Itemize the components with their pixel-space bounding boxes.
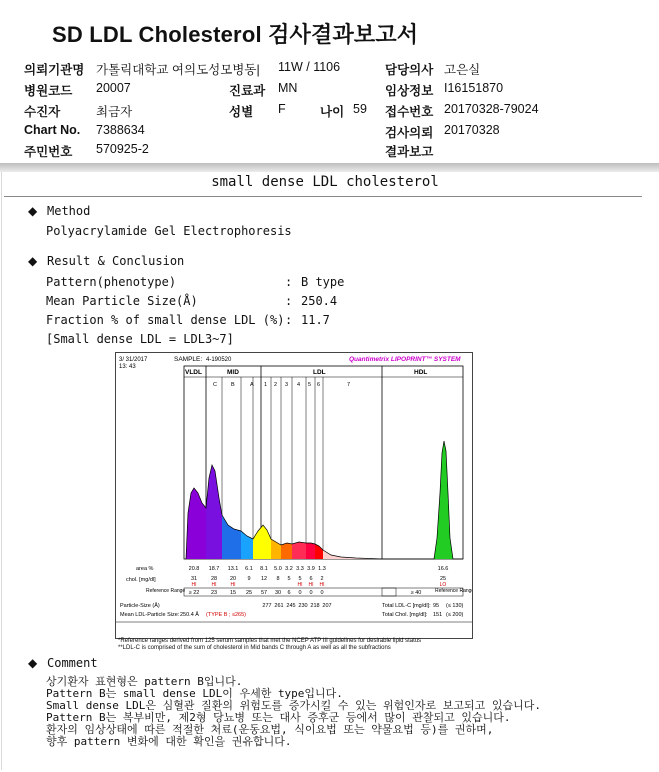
ref-range-label-right: Reference Range (435, 588, 472, 594)
curve-mid-c (206, 465, 222, 559)
comment-line: 상기환자 표현형은 pattern B입니다. (46, 675, 243, 688)
ps-val: 277 (262, 603, 272, 609)
result-colon: : (285, 294, 293, 308)
band-labels (213, 382, 350, 388)
curve-ldl4 (292, 542, 306, 559)
hi-flag: HI (308, 582, 314, 588)
ref-val: 25 (245, 590, 253, 596)
area-val: 5.0 (274, 566, 282, 572)
area-val: 18.7 (208, 566, 220, 572)
chart-time: 13: 43 (119, 364, 136, 370)
lipoprint-chart-svg (116, 353, 472, 638)
result-value-fraction: 11.7 (301, 313, 330, 327)
result-heading: Result & Conclusion (47, 254, 185, 268)
value-hospital-code: 20007 (96, 81, 131, 95)
chol-val: 31 (190, 576, 198, 582)
area-val: 1.3 (318, 566, 326, 572)
area-val: 3.3 (296, 566, 304, 572)
report-header (0, 0, 659, 163)
total-ldl-ref: (≤ 130) (446, 603, 464, 609)
label-resident-no: 주민번호 (24, 145, 73, 159)
area-val: 3.2 (285, 566, 293, 572)
result-note: [Small dense LDL = LDL3~7] (46, 332, 234, 346)
band-label-4: 4 (297, 382, 301, 388)
comment-line: 향후 pattern 변화에 대한 확인을 권유합니다. (46, 735, 292, 748)
ref-val: ≥ 22 (188, 590, 200, 596)
comment-heading: Comment (47, 656, 98, 670)
label-chart-no: Chart No. (24, 123, 81, 137)
result-colon: : (285, 275, 293, 289)
area-val-hdl: 16.6 (437, 566, 449, 572)
band-label-a: A (250, 382, 254, 388)
value-resident-no: 570925-2 (96, 142, 149, 156)
chart-date: 3/ 31/2017 (119, 357, 148, 363)
label-patient: 수진자 (24, 105, 61, 119)
band-label-1: 1 (264, 382, 268, 388)
label-doctor: 담당의사 (385, 63, 434, 77)
result-label-fraction: Fraction % of small dense LDL (%) (46, 313, 285, 327)
ref-val: 0 (320, 590, 324, 596)
curve-ldl5 (306, 543, 315, 559)
label-department: 진료과 (229, 84, 266, 98)
mean-size-value: 250.4 Å (180, 612, 199, 618)
region-hdl: HDL (414, 369, 428, 376)
curve-mid-a (241, 531, 253, 559)
label-sex: 성별 (229, 105, 254, 119)
result-label-pattern: Pattern(phenotype) (46, 275, 177, 289)
row-chol-label: chol. [mg/dl] (126, 577, 156, 583)
result-value-size: 250.4 (301, 294, 338, 308)
report-title: SD LDL Cholesterol 검사결과보고서 (52, 22, 419, 47)
region-mid: MID (227, 369, 239, 376)
hi-flag: HI (297, 582, 303, 588)
section-title: small dense LDL cholesterol (211, 174, 439, 190)
hi-flag: HI (211, 582, 217, 588)
band-label-3: 3 (285, 382, 289, 388)
diamond-bullet-icon: ◆ (28, 254, 38, 268)
value-request-date: 20170328 (444, 123, 500, 137)
curve-ldl3 (281, 543, 292, 559)
chol-val-hdl: 25 (439, 576, 447, 582)
header-divider (0, 163, 659, 172)
curve-fills (186, 441, 453, 559)
value-clinical-info: I16151870 (444, 81, 504, 95)
area-val: 3.9 (307, 566, 315, 572)
chol-val: 20 (229, 576, 237, 582)
label-clinical-info: 임상정보 (385, 84, 434, 98)
area-val: 20.8 (188, 566, 200, 572)
ps-val: 207 (322, 603, 332, 609)
total-chol-value: 151 (433, 612, 443, 618)
chart-sample-label: SAMPLE: (174, 356, 203, 363)
total-ldl-label: Total LDL-C [mg/dl]: (382, 603, 431, 609)
area-values (189, 566, 449, 588)
value-institution: 가톨릭대학교 여의도성모병동| (96, 63, 260, 77)
result-label-size: Mean Particle Size(Å) (46, 294, 198, 308)
total-chol-ref: (≤ 200) (446, 612, 464, 618)
value-doctor: 고은실 (444, 63, 481, 77)
diamond-bullet-icon: ◆ (28, 204, 38, 218)
comment-line: 환자의 임상상태에 따른 적절한 처료(운동요법, 식이요법 또는 약물요법 등)를 권하며, (46, 723, 494, 736)
value-ward: 11W / 1106 (278, 60, 341, 74)
band-label-7: 7 (347, 382, 351, 388)
region-vldl: VLDL (185, 369, 202, 376)
band-label-2: 2 (274, 382, 278, 388)
ref-val: 0 (298, 590, 302, 596)
label-receipt-no: 접수번호 (385, 105, 434, 119)
curve-ldl1 (253, 525, 271, 559)
chart-footnote-1: *Reference ranges derived from 125 serum samples that met the NCEP ATP III guidelines for desirable lipid status (118, 638, 422, 644)
label-institution: 의뢰기관명 (24, 63, 85, 77)
ref-val-hdl: ≥ 40 (410, 590, 422, 596)
value-receipt-no: 20170328-79024 (444, 102, 539, 116)
comment-line: Pattern B는 small dense LDL이 우세한 type입니다. (46, 687, 343, 700)
ref-val: 0 (309, 590, 313, 596)
label-request-date: 검사의뢰 (385, 126, 434, 140)
chol-val: 5 (287, 576, 291, 582)
label-result-report: 결과보고 (385, 145, 434, 159)
ref-val: 23 (210, 590, 218, 596)
ref-val: 15 (229, 590, 237, 596)
header-row-1 (24, 60, 84, 78)
chol-val: 5 (298, 576, 302, 582)
comment-line: Small dense LDL은 심혈관 질환의 위험도를 증가시킬 수 있는 위험인자로 보고되고 있습니다. (46, 699, 541, 712)
particle-size-values (262, 603, 331, 609)
value-sex: F (278, 102, 286, 116)
mean-size-label: Mean LDL-Particle Size: (120, 612, 180, 618)
chart-sample-id: 4-190520 (206, 357, 232, 363)
ps-val: 218 (310, 603, 320, 609)
curve-mid-b (222, 515, 241, 559)
total-chol-label: Total Chol. [mg/dl]: (382, 612, 428, 618)
area-val: 8.1 (260, 566, 268, 572)
mean-size-type: (TYPE B ; ≤265) (206, 612, 247, 618)
value-age: 59 (353, 102, 367, 116)
chol-val: 8 (276, 576, 280, 582)
band-label-6: 6 (317, 382, 321, 388)
chol-val: 12 (260, 576, 268, 582)
particle-size-label: Particle-Size (Å) (120, 603, 160, 609)
result-colon: : (285, 313, 293, 327)
hi-flag: HI (191, 582, 197, 588)
row-area-label: area % (136, 566, 154, 572)
ps-val: 261 (274, 603, 284, 609)
ps-val: 230 (298, 603, 308, 609)
value-department: MN (278, 81, 298, 95)
chart-footnote-2: **LDL-C is comprised of the sum of cholesterol in Mid bands C through A as well as all the subfractions (118, 645, 391, 651)
value-chart-no: 7388634 (96, 123, 145, 137)
area-val: 13.1 (227, 566, 239, 572)
value-patient: 최금자 (96, 105, 133, 119)
lo-flag: LO (439, 582, 447, 588)
chart-footnotes (118, 638, 421, 652)
diamond-bullet-icon: ◆ (28, 656, 38, 670)
method-heading: Method (47, 204, 91, 218)
hi-flag: HI (319, 582, 325, 588)
region-ldl: LDL (313, 369, 326, 376)
band-label-c: C (213, 382, 217, 388)
chol-val: 6 (309, 576, 313, 582)
ref-range-label: Reference Range (146, 588, 186, 594)
ref-values (189, 590, 422, 596)
band-label-5: 5 (308, 382, 312, 388)
chol-val: 2 (320, 576, 324, 582)
ref-val: 57 (260, 590, 268, 596)
ref-val: 30 (274, 590, 282, 596)
chol-val: 9 (247, 576, 251, 582)
label-age: 나이 (320, 105, 345, 119)
total-ldl-value: 95 (433, 603, 440, 609)
chart-brand: Quantimetrix LIPOPRINT™ SYSTEM (349, 356, 461, 363)
curve-vldl (186, 488, 206, 559)
comment-line: Pattern B는 복부비만, 제2형 당뇨병 또는 대사 증후군 등에서 많이 관찰되고 있습니다. (46, 711, 511, 724)
ref-val: 6 (287, 590, 291, 596)
lipoprint-chart (115, 352, 473, 639)
result-value-pattern: B type (301, 275, 345, 289)
hi-flag: HI (230, 582, 236, 588)
ps-val: 245 (286, 603, 296, 609)
method-text: Polyacrylamide Gel Electrophoresis (46, 224, 292, 238)
label-hospital-code: 병원코드 (24, 84, 73, 98)
chol-val: 28 (210, 576, 218, 582)
area-val: 6.1 (245, 566, 253, 572)
band-label-b: B (231, 382, 235, 388)
section-title-underline (4, 196, 642, 197)
